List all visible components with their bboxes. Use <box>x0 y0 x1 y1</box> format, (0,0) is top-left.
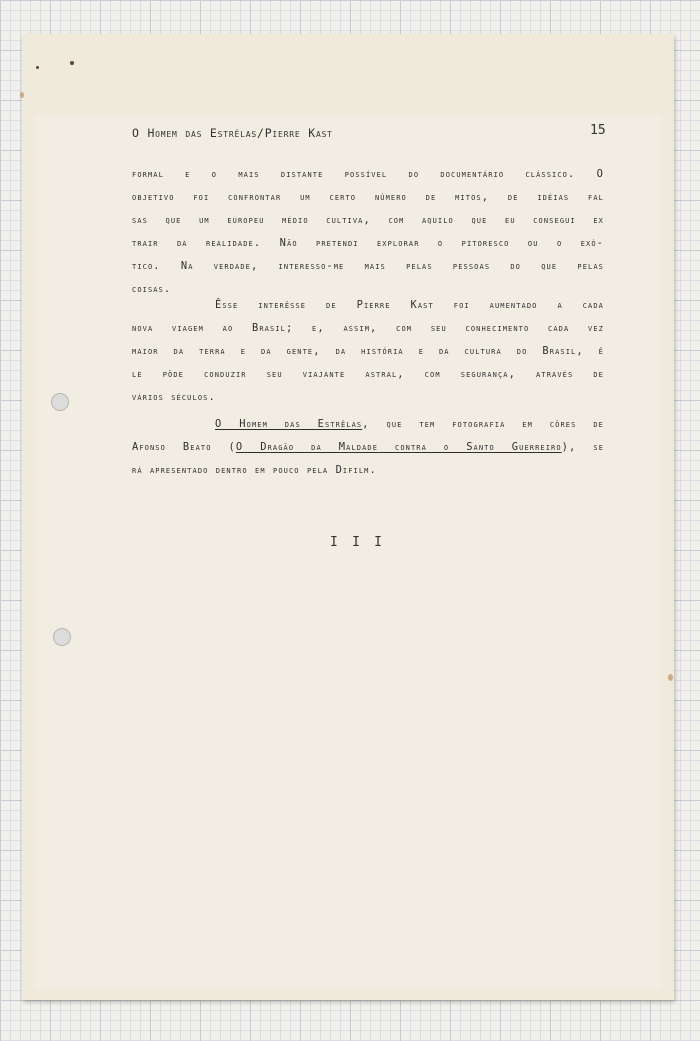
separator-mark: I <box>374 535 382 550</box>
text-line: Êsse interêsse de Pierre Kast foi aumentado a cada <box>215 299 604 311</box>
separator-mark: I <box>330 535 338 550</box>
ink-mark <box>36 66 39 69</box>
punch-hole-lower <box>53 628 71 646</box>
text-line: Afonso Beato (O Dragão da Maldade contra o Santo Guerreiro), se <box>132 441 605 453</box>
stain-mark <box>668 674 673 681</box>
text-line: objetivo foi confrontar um certo número de mitos, de idéias fal <box>132 191 604 203</box>
page-number: 15 <box>590 123 606 138</box>
ink-mark <box>70 61 74 65</box>
text-line: rá apresentado dentro em pouco pela Difilm. <box>132 464 377 476</box>
text-line: nova viagem ao Brasil; e, assim, com seu conhecimento cada vez <box>132 322 604 334</box>
text-line: tico. Na verdade, interesso-me mais pelas pessoas do que pelas <box>132 260 604 272</box>
text-line: coisas. <box>132 283 172 295</box>
film-title: O Dragão da Maldade contra o Santo Guerreiro <box>235 441 562 453</box>
punch-hole-upper <box>51 393 69 411</box>
stain-mark <box>20 92 24 98</box>
page-header-title: O Homem das Estrêlas/Pierre Kast <box>132 126 333 140</box>
film-title: O Homem das Estrêlas <box>215 418 363 430</box>
separator-mark: I <box>352 535 360 550</box>
text-line: formal e o mais distante possível do documentário clássico. O <box>132 168 604 180</box>
section-separator <box>330 535 382 550</box>
text-line: O Homem das Estrêlas, que tem fotografia em côres de <box>215 418 604 430</box>
text-line: vários séculos. <box>132 391 216 403</box>
text-line: sas que um europeu médio cultiva, com aquilo que eu consegui ex <box>132 214 604 226</box>
text-line: trair da realidade. Não pretendi explorar o pitoresco ou o exó- <box>132 237 604 249</box>
text-line: le pôde conduzir seu viajante astral, com segurança, através de <box>132 368 604 380</box>
text-line: maior da terra e da gente, da história e da cultura do Brasil, ê <box>132 345 604 357</box>
